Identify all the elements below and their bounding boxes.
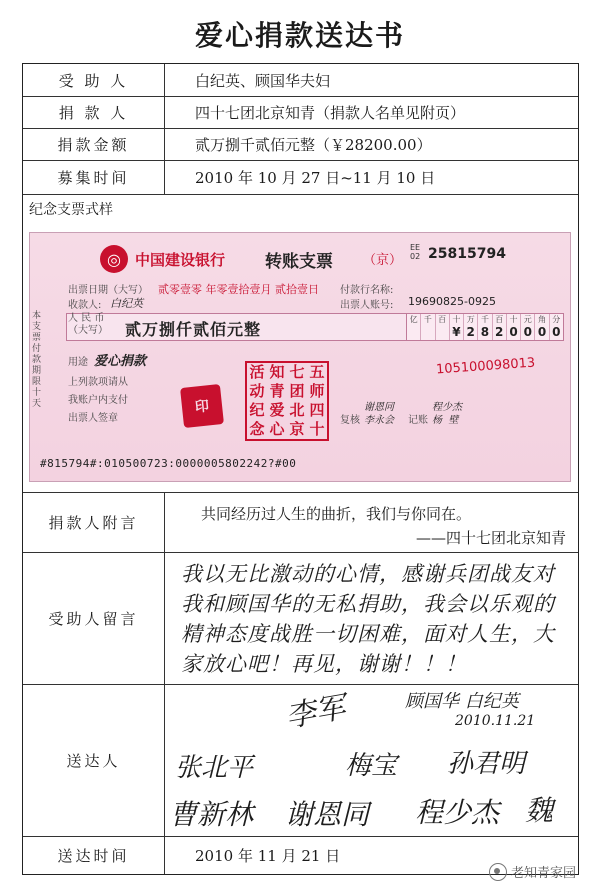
donor-note-label: 捐款人附言 <box>23 493 165 552</box>
digit-header: 十 <box>509 315 518 324</box>
stamp-char: 十 <box>309 420 325 438</box>
payer-account-value: 19690825-0925 <box>408 295 496 308</box>
watermark-text: 老知青家园 <box>511 866 577 881</box>
delivery-content <box>165 685 578 836</box>
recipient-row <box>23 64 578 96</box>
serial-stamp: 105100098013 <box>435 355 536 378</box>
period-label: 募集时间 <box>23 161 165 194</box>
digit-value: 0 <box>523 325 532 339</box>
digit-cell <box>478 314 492 340</box>
amount-value: 贰万捌千贰佰元整（￥28200.00） <box>195 136 432 154</box>
signature-6: 谢恩同 <box>285 798 370 831</box>
donor-label: 捐 款 人 <box>23 97 165 128</box>
digit-header: 万 <box>466 315 475 324</box>
amount-label: 捐款金额 <box>23 129 165 160</box>
amount-row <box>23 128 578 160</box>
delivery-time-label: 送达时间 <box>23 837 165 874</box>
digit-header: 千 <box>480 315 489 324</box>
donor-row <box>23 96 578 128</box>
recipient-label: 受 助 人 <box>23 64 165 96</box>
seal-stamp-icon: 印 <box>180 384 224 428</box>
digit-value: 2 <box>495 325 504 339</box>
digit-value <box>421 339 434 340</box>
bookkeepers: 程少杰 杨 壁 <box>432 402 462 426</box>
recipient-message-content <box>165 553 578 684</box>
stamp-char: 心 <box>269 420 285 438</box>
signature-1: 李军 <box>283 690 349 735</box>
stamp-char: 念 <box>249 420 265 438</box>
purpose-label: 用途 <box>68 357 88 368</box>
cheque-type: 转账支票 <box>265 252 333 272</box>
document-title: 爱心捐款送达书 <box>194 19 405 52</box>
cheque-side-note: 本支票付款期限十天 <box>32 311 42 409</box>
digit-header: 角 <box>538 315 547 324</box>
donor-note-line1: 共同经历过人生的曲折，我们与你同在。 <box>201 505 472 523</box>
donor-note-content <box>165 493 578 552</box>
period-row <box>23 160 578 194</box>
note-line-3: 出票人签章 <box>68 413 118 424</box>
signature-5: 曹新林 <box>169 798 254 831</box>
delivery-row <box>23 684 578 836</box>
payer-name-label: 付款行名称: <box>340 285 394 296</box>
signature-3: 梅宝 <box>345 751 398 781</box>
digit-cell <box>521 314 535 340</box>
digit-cell <box>464 314 478 340</box>
wechat-icon <box>489 863 507 881</box>
payee-label: 收款人: <box>68 300 102 311</box>
bookkeeper-label: 记账 <box>408 415 428 426</box>
signature-2: 张北平 <box>175 753 254 783</box>
digit-header: 十 <box>452 315 461 324</box>
stamp-char: 七 <box>289 363 305 381</box>
stamp-char: 纪 <box>249 401 265 419</box>
cheque-sample-label: 纪念支票式样 <box>29 202 113 218</box>
micr-line: #815794#:010500723:0000005802242?#00 <box>40 457 297 470</box>
bank-name: 中国建设银行 <box>135 251 226 269</box>
amount-words: 贰万捌仟贰佰元整 <box>125 320 262 339</box>
reviewers: 谢恩同 李永会 <box>364 402 394 426</box>
donor-value: 四十七团北京知青（捐款人名单见附页） <box>195 104 466 122</box>
watermark <box>489 862 576 881</box>
note-line-1: 上列款项请从 <box>68 377 128 388</box>
bank-logo-icon: ◎ <box>100 245 128 273</box>
stamp-char: 青 <box>269 382 285 400</box>
digit-header: 分 <box>552 315 561 324</box>
digit-value: 0 <box>537 325 547 339</box>
signature-date: 2010.11.21 <box>455 713 536 729</box>
cheque-code: EE 02 <box>410 243 421 261</box>
digit-value: 2 <box>466 325 475 339</box>
stamp-char: 京 <box>289 420 305 438</box>
delivery-label: 送达人 <box>23 685 165 836</box>
digit-value: 0 <box>552 325 561 339</box>
digit-cell <box>550 314 563 340</box>
cheque-region: （京） <box>363 253 403 268</box>
memorial-cheque <box>29 232 571 482</box>
rmb-label: 人 民 币 （大写） <box>68 313 108 336</box>
recipient-message-label: 受助人留言 <box>23 553 165 684</box>
digit-cell <box>507 314 521 340</box>
digit-cell <box>421 314 435 340</box>
recipients-signature: 顾国华 白纪英 <box>405 691 519 712</box>
digit-value: ¥ <box>452 325 461 339</box>
digit-value <box>407 339 420 340</box>
delivery-time-value: 2010 年 11 月 21 日 <box>195 847 341 865</box>
digit-cell <box>450 314 464 340</box>
cheque-number: 25815794 <box>428 246 506 262</box>
recipient-value: 白纪英、顾国华夫妇 <box>195 71 331 90</box>
digit-value <box>436 339 449 340</box>
digit-cell <box>407 314 421 340</box>
digit-value: 0 <box>509 325 518 339</box>
cheque-section <box>23 194 578 492</box>
recipient-message-row <box>23 552 578 684</box>
digit-header: 百 <box>438 315 447 324</box>
signature-8: 魏 <box>525 794 554 827</box>
stamp-char: 知 <box>269 363 285 381</box>
donor-note-line2: ——四十七团北京知青 <box>415 529 566 547</box>
signature-7: 程少杰 <box>415 796 500 829</box>
stamp-char: 团 <box>289 382 305 400</box>
stamp-char: 五 <box>309 363 325 381</box>
payee-value: 白纪英 <box>110 297 143 310</box>
stamp-char: 四 <box>309 401 325 419</box>
donation-form <box>22 63 579 875</box>
memorial-stamp <box>245 361 329 441</box>
purpose-value: 爱心捐款 <box>94 354 147 369</box>
digit-header: 元 <box>523 315 532 324</box>
stamp-char: 活 <box>249 363 265 381</box>
stamp-char: 爱 <box>269 401 285 419</box>
digit-cell <box>436 314 450 340</box>
issue-date-label: 出票日期（大写） <box>68 285 148 296</box>
digit-header: 百 <box>495 315 504 324</box>
period-value: 2010 年 10 月 27 日~11 月 10 日 <box>195 169 436 187</box>
review-label: 复核 <box>340 415 360 426</box>
digit-header: 亿 <box>409 315 418 324</box>
amount-digit-grid <box>406 313 564 341</box>
note-line-2: 我账户内支付 <box>68 395 128 406</box>
digit-cell <box>493 314 507 340</box>
stamp-char: 师 <box>309 382 325 400</box>
stamp-char: 动 <box>249 382 265 400</box>
digit-value: 8 <box>480 325 490 339</box>
digit-header: 千 <box>423 315 432 324</box>
issue-date-value: 贰零壹零 年零壹拾壹月 贰拾壹日 <box>158 283 319 296</box>
donor-note-row <box>23 492 578 552</box>
recipient-message-text: 我以无比激动的心情，感谢兵团战友对我和顾国华的无私捐助，我会以乐观的精神态度战胜一切困难，面对人生，大家放心吧！再见，谢谢！！！ <box>181 561 555 676</box>
digit-cell <box>535 314 549 340</box>
payer-account-label: 出票人账号: <box>340 300 394 311</box>
stamp-char: 北 <box>289 401 305 419</box>
signature-4: 孙君明 <box>447 749 526 779</box>
